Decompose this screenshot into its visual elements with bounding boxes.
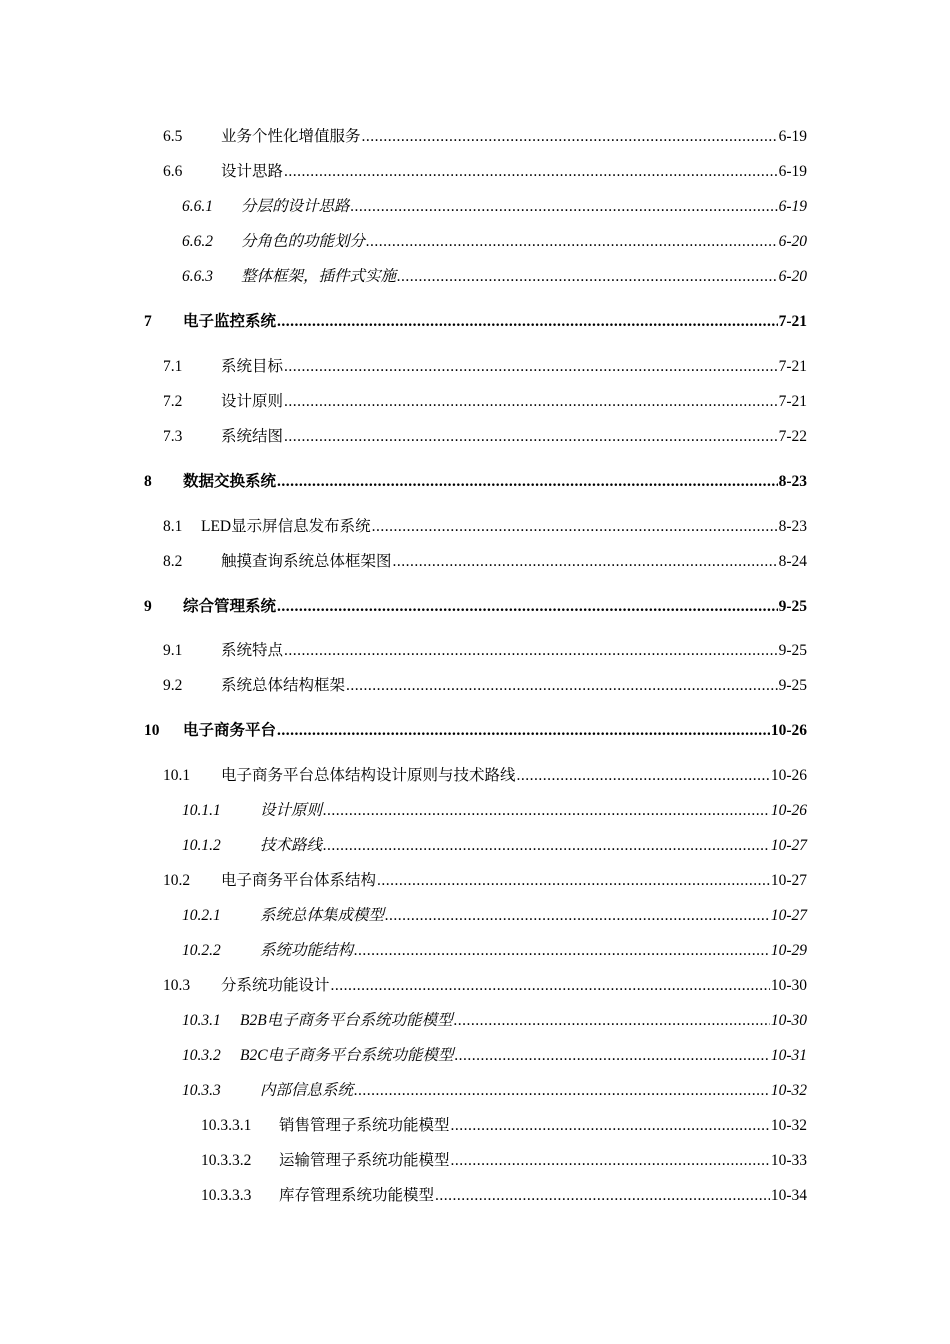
toc-entry[interactable]	[182, 906, 807, 926]
toc-title: 分系统功能设计	[221, 977, 330, 994]
toc-page-number: 6-19	[778, 128, 807, 145]
toc-leader	[385, 906, 770, 926]
toc-page-number: 6-20	[778, 268, 807, 285]
toc-leader	[517, 766, 770, 786]
toc-number: 8.1	[163, 518, 183, 535]
toc-leader	[377, 871, 770, 891]
toc-number: 6.5	[163, 128, 183, 145]
toc-leader	[372, 517, 778, 537]
toc-title: 内部信息系统	[260, 1082, 354, 1099]
toc-page-number: 8-23	[778, 518, 807, 535]
toc-page-number: 7-21	[778, 358, 807, 375]
toc-page-number: 10-26	[770, 722, 807, 739]
toc-entry[interactable]	[201, 1151, 807, 1171]
toc-entry[interactable]	[182, 197, 807, 217]
toc-page-number: 8-24	[778, 553, 807, 570]
toc-number: 9.2	[163, 677, 183, 694]
toc-title: 系统结图	[221, 428, 284, 445]
toc-page-number: 10-27	[770, 837, 807, 854]
toc-leader	[351, 197, 778, 217]
toc-title: 系统特点	[221, 642, 284, 659]
toc-entry[interactable]	[163, 976, 807, 996]
toc-entry[interactable]	[144, 597, 807, 617]
toc-number: 6.6	[163, 163, 183, 180]
toc-number: 10.2.1	[182, 907, 221, 924]
toc-entry[interactable]	[201, 1116, 807, 1136]
toc-page-number: 10-26	[770, 802, 807, 819]
toc-title: 库存管理系统功能模型	[279, 1187, 435, 1204]
toc-number: 10.3.3.2	[201, 1152, 252, 1169]
toc-number: 10.1.2	[182, 837, 221, 854]
toc-page-number: 7-22	[778, 428, 807, 445]
toc-leader	[277, 721, 770, 741]
toc-entry[interactable]	[163, 676, 807, 696]
toc-entry[interactable]	[182, 232, 807, 252]
toc-entry[interactable]	[182, 941, 807, 961]
toc-entry[interactable]	[163, 641, 807, 661]
toc-number: 6.6.2	[182, 233, 213, 250]
toc-number: 10.3.3.3	[201, 1187, 252, 1204]
toc-number: 6.6.3	[182, 268, 213, 285]
toc-leader	[354, 941, 770, 961]
toc-page-number: 6-19	[778, 163, 807, 180]
toc-entry[interactable]	[144, 312, 807, 332]
toc-number: 10.3.3	[182, 1082, 221, 1099]
toc-page-number: 10-32	[770, 1117, 807, 1134]
toc-entry[interactable]	[163, 766, 807, 786]
toc-title: 综合管理系统	[183, 598, 277, 615]
toc-title: 系统总体结构框架	[221, 677, 346, 694]
toc-page-number: 9-25	[778, 598, 807, 615]
toc-entry[interactable]	[201, 1186, 807, 1206]
toc-title: 设计原则	[221, 393, 284, 410]
toc-leader	[284, 392, 778, 412]
toc-title: B2B电子商务平台系统功能模型	[240, 1012, 453, 1029]
toc-leader	[362, 127, 778, 147]
toc-title: 电子商务平台体系结构	[221, 872, 377, 889]
toc-entry[interactable]	[144, 472, 807, 492]
toc-title: 系统总体集成模型	[260, 907, 385, 924]
toc-entry[interactable]	[163, 517, 807, 537]
toc-page-number: 10-30	[770, 977, 807, 994]
toc-page-number: 10-27	[770, 907, 807, 924]
toc-title: 数据交换系统	[183, 473, 277, 490]
toc-leader	[393, 552, 778, 572]
toc-page-number: 10-34	[770, 1187, 807, 1204]
toc-title: LED显示屏信息发布系统	[201, 518, 371, 535]
toc-entry[interactable]	[182, 836, 807, 856]
toc-title: 分角色的功能划分	[241, 233, 366, 250]
toc-entry[interactable]	[163, 392, 807, 412]
toc-title: 电子监控系统	[183, 313, 277, 330]
toc-page-number: 9-25	[778, 642, 807, 659]
toc-page-number: 10-32	[770, 1082, 807, 1099]
toc-leader	[451, 1116, 770, 1136]
toc-title: 设计思路	[221, 163, 284, 180]
toc-title: 分层的设计思路	[241, 198, 350, 215]
toc-leader	[435, 1186, 770, 1206]
toc-number: 7	[144, 313, 152, 330]
toc-page-number: 7-21	[778, 393, 807, 410]
toc-leader	[284, 427, 778, 447]
toc-entry[interactable]	[163, 871, 807, 891]
toc-leader	[455, 1046, 770, 1066]
toc-entry[interactable]	[163, 357, 807, 377]
toc-title: 业务个性化增值服务	[221, 128, 361, 145]
toc-leader	[454, 1011, 770, 1031]
toc-number: 8.2	[163, 553, 183, 570]
toc-page-number: 10-30	[770, 1012, 807, 1029]
toc-leader	[323, 836, 770, 856]
toc-entry[interactable]	[163, 427, 807, 447]
toc-title: 电子商务平台	[183, 722, 277, 739]
toc-number: 7.3	[163, 428, 183, 445]
toc-number: 10.3.1	[182, 1012, 221, 1029]
toc-title: 设计原则	[260, 802, 323, 819]
toc-entry[interactable]	[182, 801, 807, 821]
toc-leader	[346, 676, 778, 696]
toc-leader	[277, 597, 778, 617]
toc-number: 9	[144, 598, 152, 615]
toc-leader	[451, 1151, 770, 1171]
toc-page-number: 6-20	[778, 233, 807, 250]
toc-entry[interactable]	[182, 1081, 807, 1101]
toc-title: 电子商务平台总体结构设计原则与技术路线	[221, 767, 516, 784]
toc-leader	[277, 312, 778, 332]
toc-entry[interactable]	[163, 127, 807, 147]
toc-number: 8	[144, 473, 152, 490]
toc-number: 7.1	[163, 358, 183, 375]
toc-entry[interactable]	[163, 552, 807, 572]
toc-page-number: 8-23	[778, 473, 807, 490]
toc-number: 10.1	[163, 767, 191, 784]
toc-title: 系统目标	[221, 358, 284, 375]
toc-page-number: 10-33	[770, 1152, 807, 1169]
toc-title: 触摸查询系统总体框架图	[221, 553, 392, 570]
toc-title: 运输管理子系统功能模型	[279, 1152, 450, 1169]
toc-page-number: 7-21	[778, 313, 807, 330]
toc-number: 6.6.1	[182, 198, 213, 215]
toc-page-number: 9-25	[778, 677, 807, 694]
toc-page-number: 10-31	[770, 1047, 807, 1064]
toc-entry[interactable]	[144, 721, 807, 741]
toc-page-number: 10-26	[770, 767, 807, 784]
toc-number: 10.3.2	[182, 1047, 221, 1064]
toc-leader	[366, 232, 778, 252]
toc-leader	[284, 357, 778, 377]
toc-title: 系统功能结构	[260, 942, 354, 959]
toc-entry[interactable]	[182, 1046, 807, 1066]
toc-leader	[277, 472, 778, 492]
toc-number: 10	[144, 722, 160, 739]
toc-leader	[354, 1081, 770, 1101]
toc-leader	[331, 976, 770, 996]
toc-page-number: 10-27	[770, 872, 807, 889]
toc-page-number: 10-29	[770, 942, 807, 959]
toc-number: 10.3	[163, 977, 191, 994]
toc-leader	[284, 641, 778, 661]
toc-title: B2C电子商务平台系统功能模型	[240, 1047, 454, 1064]
toc-leader	[323, 801, 770, 821]
toc-number: 10.3.3.1	[201, 1117, 252, 1134]
toc-title: 销售管理子系统功能模型	[279, 1117, 450, 1134]
toc-number: 10.1.1	[182, 802, 221, 819]
toc-entry[interactable]	[182, 267, 807, 287]
toc-entry[interactable]	[182, 1011, 807, 1031]
toc-page-number: 6-19	[778, 198, 807, 215]
toc-number: 10.2	[163, 872, 191, 889]
toc-number: 9.1	[163, 642, 183, 659]
toc-leader	[397, 267, 778, 287]
toc-title: 技术路线	[260, 837, 323, 854]
toc-title: 整体框架，插件式实施	[241, 268, 397, 285]
toc-leader	[284, 162, 778, 182]
toc-number: 10.2.2	[182, 942, 221, 959]
toc-number: 7.2	[163, 393, 183, 410]
toc-entry[interactable]	[163, 162, 807, 182]
